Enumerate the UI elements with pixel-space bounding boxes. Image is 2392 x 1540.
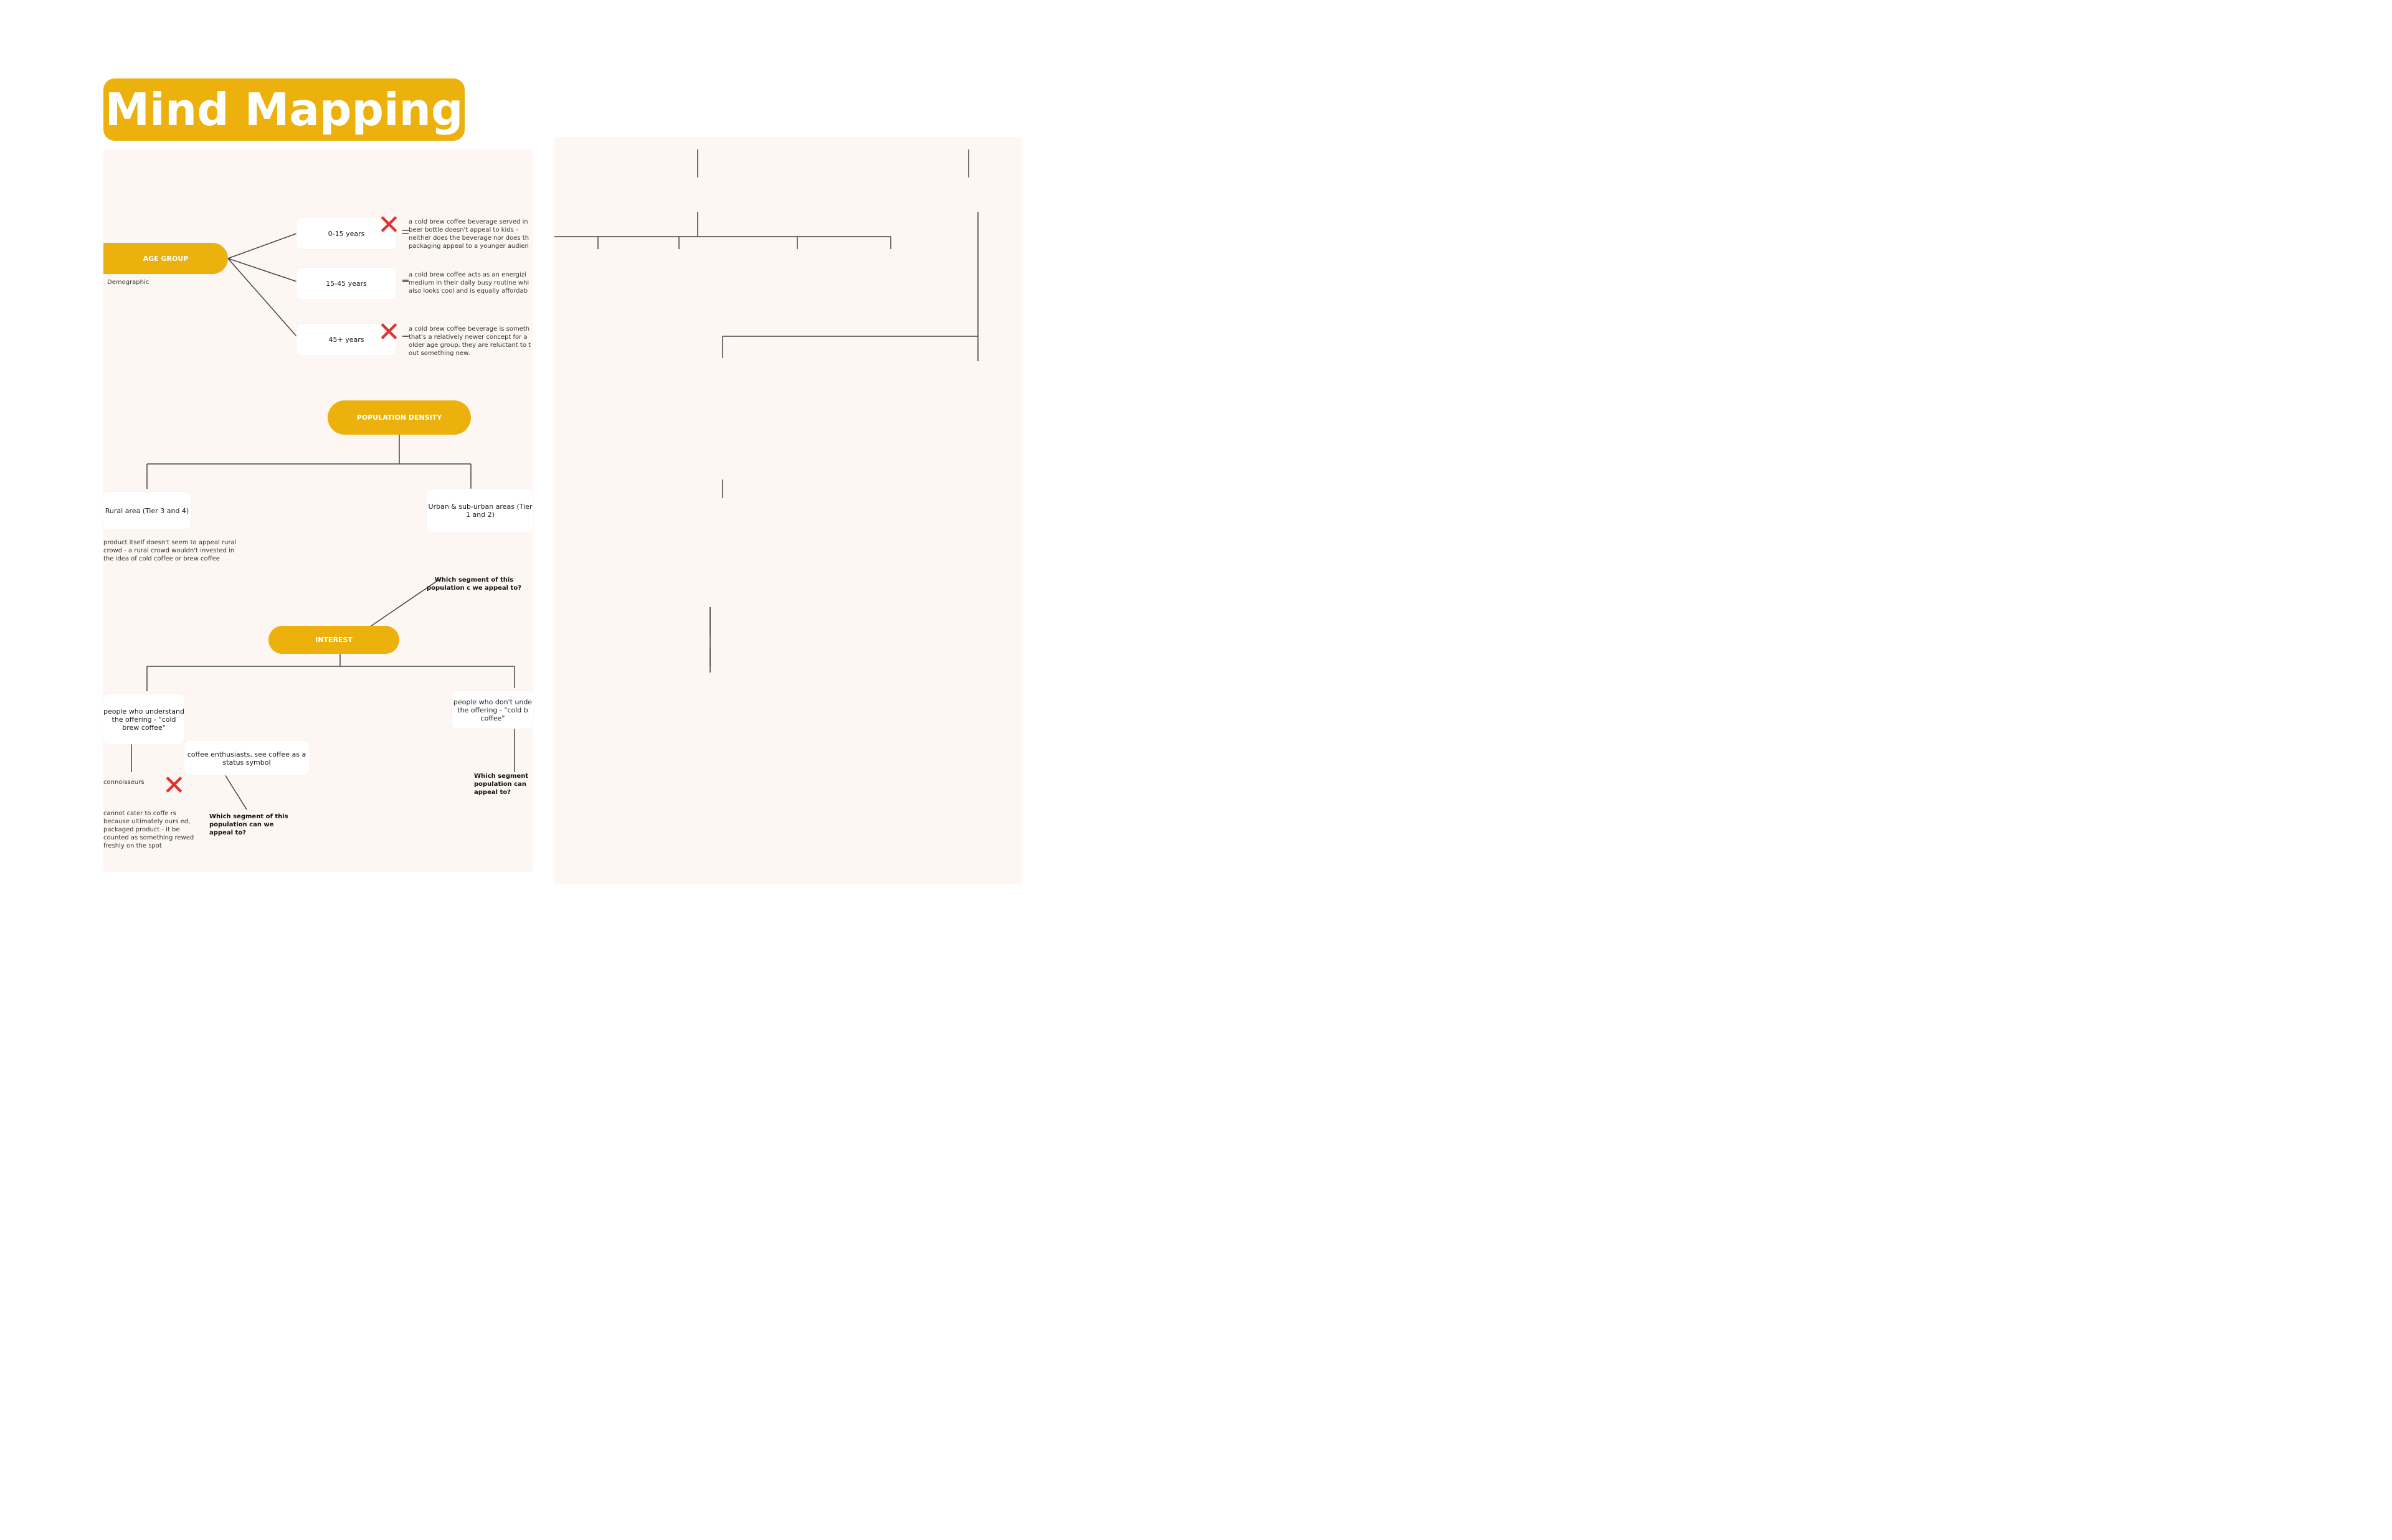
sketch-occupation-climate-culture [554,137,1022,884]
age-45-note: a cold brew coffee beverage is someth that's a relatively newer concept for a older age group, they are reluctant to t out something new. [409,326,531,357]
sketch-age-population-interest [103,149,533,872]
interest-node: INTEREST [268,626,399,654]
connoisseurs-note: cannot cater to coffe rs because ultimately ours ed, packaged product - it be counted as something rewed freshly on the spot [103,810,194,849]
which-segment-3: Which segment population can appeal to? [474,773,529,796]
cross-icon: ✕ [377,316,401,348]
rural-note: product itself doesn't seem to appeal rural crowd - a rural crowd wouldn't invested in the idea of cold coffee or brew coffee [103,539,237,562]
dont-understand-node: people who don't unde the offering - "cold b coffee" [452,691,533,729]
age-group-node: AGE GROUP [103,243,228,274]
age-15-45-node: 15-45 years [297,268,396,299]
cross-icon: ✕ [163,770,186,801]
cross-icon: ✕ [377,209,401,241]
connoisseurs-label: connoisseurs [103,779,145,786]
understand-node: people who understand the offering - "cold brew coffee" [103,694,184,744]
sketch2-connectors [554,137,1022,884]
mind-mapping-title: Mind Mapping [103,78,465,141]
age-45-node: 45+ years [297,324,396,355]
which-segment-1: Which segment of this population c we appeal to? [426,577,522,592]
population-density-node: POPULATION DENSITY [328,400,471,435]
age-0-15-note: a cold brew coffee beverage served in beer bottle doesn't appeal to kids - neither does the beverage nor does th packaging appeal to a younger audien [409,219,529,250]
which-segment-2: Which segment of this population can we appeal to? [209,813,288,836]
age-15-45-note: a cold brew coffee acts as an energizi medium in their daily busy routine whi also looks cool and is equally affordab [409,272,529,295]
demographic-label: Demographic [107,279,150,286]
rural-node: Rural area (Tier 3 and 4) [103,492,191,529]
urban-node: Urban & sub-urban areas (Tier 1 and 2) [427,489,533,532]
enthusiasts-node: coffee enthusiasts, see coffee as a status symbol [184,741,309,775]
age-0-15-node: 0-15 years [297,218,396,249]
